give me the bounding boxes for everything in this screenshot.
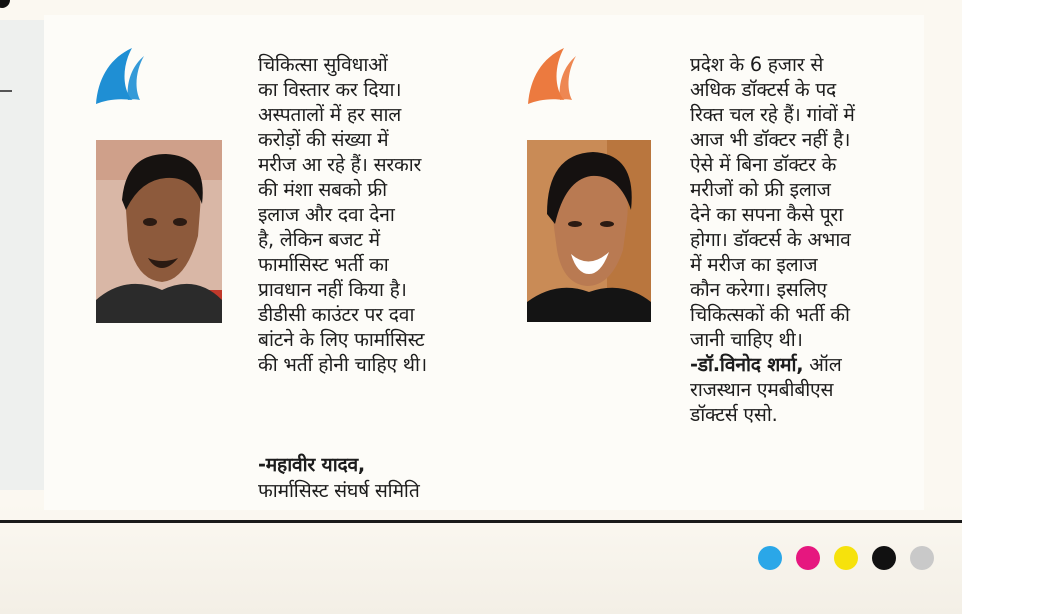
right-attribution-name: -डॉ.विनोद शर्मा, [690,353,804,376]
text-line: जानी चाहिए थी। [690,328,803,351]
text-line: आज भी डॉक्टर नहीं है। [690,128,851,151]
text-line: बांटने के लिए फार्मासिस्ट [258,328,425,351]
right-page-margin [962,0,1042,614]
cyan-registration-dot [758,546,782,570]
orange-quote-mark-icon [524,44,580,108]
yellow-registration-dot [834,546,858,570]
text-line: कौन करेगा। इसलिए [690,278,827,301]
right-attribution-line [690,352,855,377]
text-line: है, लेकिन बजट में [258,228,380,251]
text-line: में मरीज का इलाज [690,253,818,276]
left-quote-text [258,52,427,377]
text-line: अस्पतालों में हर साल [258,103,402,126]
black-registration-dot [872,546,896,570]
portrait-photo-smiling-man [527,140,651,322]
portrait-photo-young-man [96,140,222,323]
text-line: करोड़ों की संख्या में [258,128,389,151]
right-attribution-rest: ऑल [803,353,842,376]
text-line: फार्मासिस्ट भर्ती का [258,253,389,276]
text-line: इलाज और दवा देना [258,203,395,226]
text-line: प्रावधान नहीं किया है। [258,278,407,301]
text-line: चिकित्सा सुविधाओं [258,53,388,76]
text-line: का विस्तार कर दिया। [258,78,402,101]
text-line: डॉक्टर्स एसो. [690,403,778,426]
text-line: की भर्ती होनी चाहिए थी। [258,353,427,376]
text-line: रिक्त चल रहे हैं। गांवों में [690,103,855,126]
text-line: मरीजों को फ्री इलाज [690,178,831,201]
left-attribution-name: -महावीर यादव, [258,453,366,476]
text-line: देने का सपना कैसे पूरा [690,203,844,226]
left-attribution-org: फार्मासिस्ट संघर्ष समिति [258,479,420,502]
right-quote-text [690,52,855,427]
gray-registration-dot [910,546,934,570]
text-line: प्रदेश के 6 हजार से [690,53,824,76]
text-line: होगा। डॉक्टर्स के अभाव [690,228,851,251]
text-line: की मंशा सबको फ्री [258,178,387,201]
text-line: मरीज आ रहे हैं। सरकार [258,153,422,176]
text-line: डीडीसी काउंटर पर दवा [258,303,415,326]
margin-tick [0,90,12,92]
blue-quote-mark-icon [92,44,148,108]
magenta-registration-dot [796,546,820,570]
text-line: राजस्थान एमबीबीएस [690,378,834,401]
text-line: अधिक डॉक्टर्स के पद [690,78,837,101]
bottom-rule [0,520,962,523]
text-line: ऐसे में बिना डॉक्टर के [690,153,837,176]
text-line: चिकित्सकों की भर्ती की [690,303,850,326]
